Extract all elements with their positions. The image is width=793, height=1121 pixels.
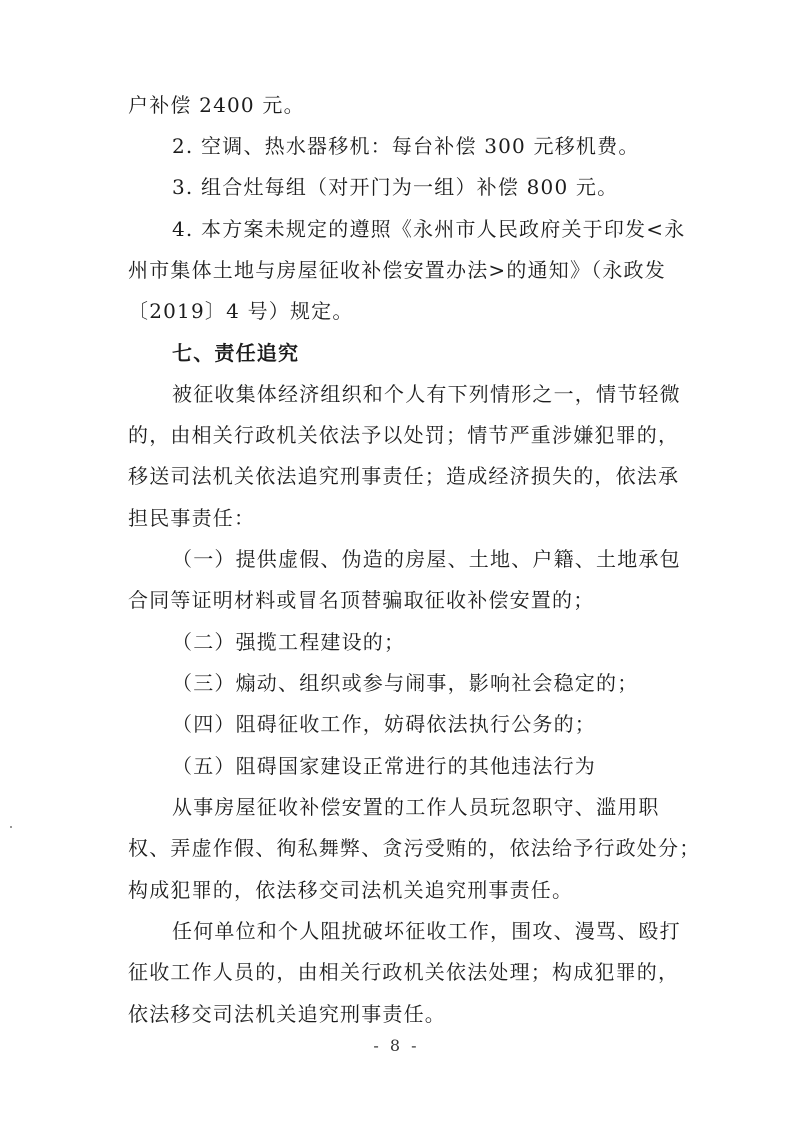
list-item: （四）阻碍征收工作，妨碍依法执行公务的； — [172, 712, 596, 736]
paragraph-line: 〔2019〕4 号）规定。 — [128, 299, 354, 323]
paragraph-line: 被征收集体经济组织和个人有下列情形之一，情节轻微 — [172, 382, 681, 406]
paragraph-line: 州市集体土地与房屋征收补偿安置办法>的通知》（永政发 — [128, 258, 666, 282]
paragraph-line: 4. 本方案未规定的遵照《永州市人民政府关于印发<永 — [172, 217, 686, 241]
list-item: （一）提供虚假、伪造的房屋、土地、户籍、土地承包 — [172, 547, 681, 571]
section-heading: 七、责任追究 — [172, 341, 300, 365]
page-number: - 8 - — [373, 1036, 420, 1055]
paragraph-line: 依法移交司法机关追究刑事责任。 — [128, 1002, 446, 1026]
paragraph-line: 从事房屋征收补偿安置的工作人员玩忽职守、滥用职 — [172, 795, 660, 819]
paragraph-line: 构成犯罪的，依法移交司法机关追究刑事责任。 — [128, 878, 574, 902]
paragraph-line: 合同等证明材料或冒名顶替骗取征收补偿安置的； — [128, 588, 595, 612]
paragraph-line: 的，由相关行政机关依法予以处罚；情节严重涉嫌犯罪的， — [128, 423, 680, 447]
list-item: （五）阻碍国家建设正常进行的其他违法行为 — [172, 754, 596, 778]
paragraph-line: 担民事责任： — [128, 506, 256, 530]
paragraph-line: 2. 空调、热水器移机：每台补偿 300 元移机费。 — [172, 134, 640, 158]
paragraph-line: 户补偿 2400 元。 — [128, 93, 305, 117]
list-item: （二）强揽工程建设的； — [172, 630, 406, 654]
paragraph-line: 征收工作人员的，由相关行政机关依法处理；构成犯罪的， — [128, 960, 680, 984]
scan-speck — [10, 826, 12, 828]
paragraph-line: 3. 组合灶每组（对开门为一组）补偿 800 元。 — [172, 175, 619, 199]
paragraph-line: 权、弄虚作假、徇私舞弊、贪污受贿的，依法给予行政处分； — [128, 836, 701, 860]
paragraph-line: 移送司法机关依法追究刑事责任；造成经济损失的，依法承 — [128, 464, 680, 488]
paragraph-line: 任何单位和个人阻扰破坏征收工作，围攻、漫骂、殴打 — [172, 919, 681, 943]
list-item: （三）煽动、组织或参与闹事，影响社会稳定的； — [172, 671, 639, 695]
